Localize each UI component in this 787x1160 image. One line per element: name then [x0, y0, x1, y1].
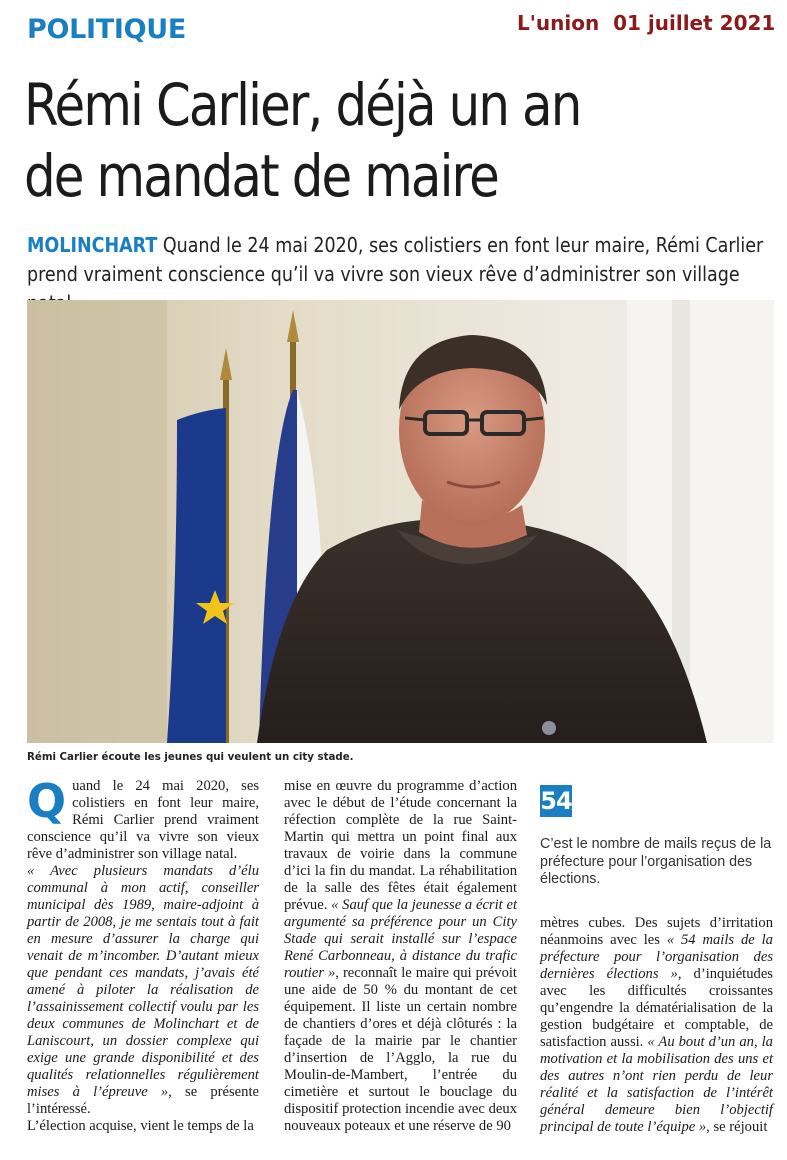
- headline: [24, 70, 764, 212]
- paragraph-3-text: mise en œuvre du programme d’action avec le début de l’étude concernant la réfection complète de la rue Saint-Martin qui mettra un point final aux travaux de voirie dans la commune d’ici la fin du mandat. La réhabilitation de la salle des fêtes était également prévue.: [284, 778, 517, 913]
- paragraph-development: [540, 915, 773, 1136]
- dropcap: Q: [27, 774, 67, 828]
- paragraph-3-text: L’élection acquise, vient le temps de la: [27, 1118, 254, 1134]
- article-column-1: [27, 774, 259, 1135]
- paragraph-development: [284, 778, 517, 1135]
- paragraph-3-quote-2: « 54 mails de la préfecture pour l’organisation des dernières élections »: [540, 932, 773, 982]
- stat-number: 54: [540, 787, 572, 815]
- intro-text: uand le 24 mai 2020, ses colistiers en font leur maire, Rémi Carlier prend vraiment conscience qu’il va vivre son vieux rêve d’administrer son village natal.: [27, 778, 259, 862]
- paragraph-3-quote: « Sauf que la jeunesse a écrit et argumenté sa préférence pour un City Stade qui serait installé sur l’espace René Carbonneau, à distance du trafic routier »: [284, 897, 517, 981]
- headline-line-2: de mandat de maire: [24, 142, 498, 210]
- headline-line-1: Rémi Carlier, déjà un an: [24, 71, 581, 139]
- quote-text: « Avec plusieurs mandats d’élu communal à mon actif, conseiller municipal dès 1989, maire-adjoint à partir de 2008, je me sentais tout à fait en mesure d’assurer la charge qui venait de m’incomber. D’autant mieux que pendant ces mandats, j’avais été amené à piloter la réalisation de l’assainissement collectif voulu par les deux communes de Molinchart et de Laniscourt, un dossier complexe qui exige une grande disponibilité et des qualités relationnelles régulièrement mises à l’épreuve »: [27, 863, 259, 1100]
- paragraph-3-quote-3: « Au bout d’un an, la motivation et la mobilisation des uns et des autres n’ont rien perdu de leur réalité et la satisfaction de l’intérêt général demeure bien l’objectif principal de toute l’équipe »: [540, 1034, 773, 1135]
- paragraph-intro: [27, 774, 259, 863]
- chapo-place: MOLINCHART: [27, 233, 158, 257]
- paragraph-quote: [27, 863, 259, 1118]
- paragraph-3-rest-2: , d’inquiétudes avec les difficultés croissantes qu’engendre la dématérialisation de la gestion budgétaire et comptable, de satisfaction aussi.: [540, 966, 773, 1050]
- photo-illustration: [27, 300, 774, 743]
- article-column-2: [284, 778, 517, 1135]
- paragraph-3-rest: , reconnaît le maire qui prévoit une aide de 50 % du montant de cet équipement. Il liste un certain nombre de chantiers d’ores et déjà clôturés : la façade de la mairie par le chantier d’insertion de l’Agglo, la rue du Moulin-de-Mambert, l’entrée du cimetière et surtout le bouclage du dispositif protection incendie avec deux nouveaux poteaux et une réserve de 90: [284, 965, 517, 1134]
- quote-attribution: , se présente l’intéressé.: [27, 1084, 259, 1117]
- article-column-3: [540, 915, 773, 1136]
- chapo-text: Quand le 24 mai 2020, ses colistiers en font leur maire, Rémi Carlier prend vraiment conscience qu’il va vivre son vieux rêve d’administrer son village: [27, 233, 764, 286]
- paragraph-3-rest: mètres cubes. Des sujets d’irritation néanmoins avec les: [540, 915, 773, 948]
- section-label: POLITIQUE: [27, 14, 187, 45]
- paragraph-development: [27, 1118, 259, 1135]
- stat-text: C’est le nombre de mails reçus de la préfecture pour l’organisation des élections.: [540, 836, 772, 887]
- photo-caption: Rémi Carlier écoute les jeunes qui veulent un city stade.: [27, 750, 354, 763]
- article-photo: [27, 300, 774, 743]
- source-date: L'union 01 juillet 2021: [517, 11, 776, 35]
- paragraph-3-end: , se réjouit: [706, 1119, 768, 1135]
